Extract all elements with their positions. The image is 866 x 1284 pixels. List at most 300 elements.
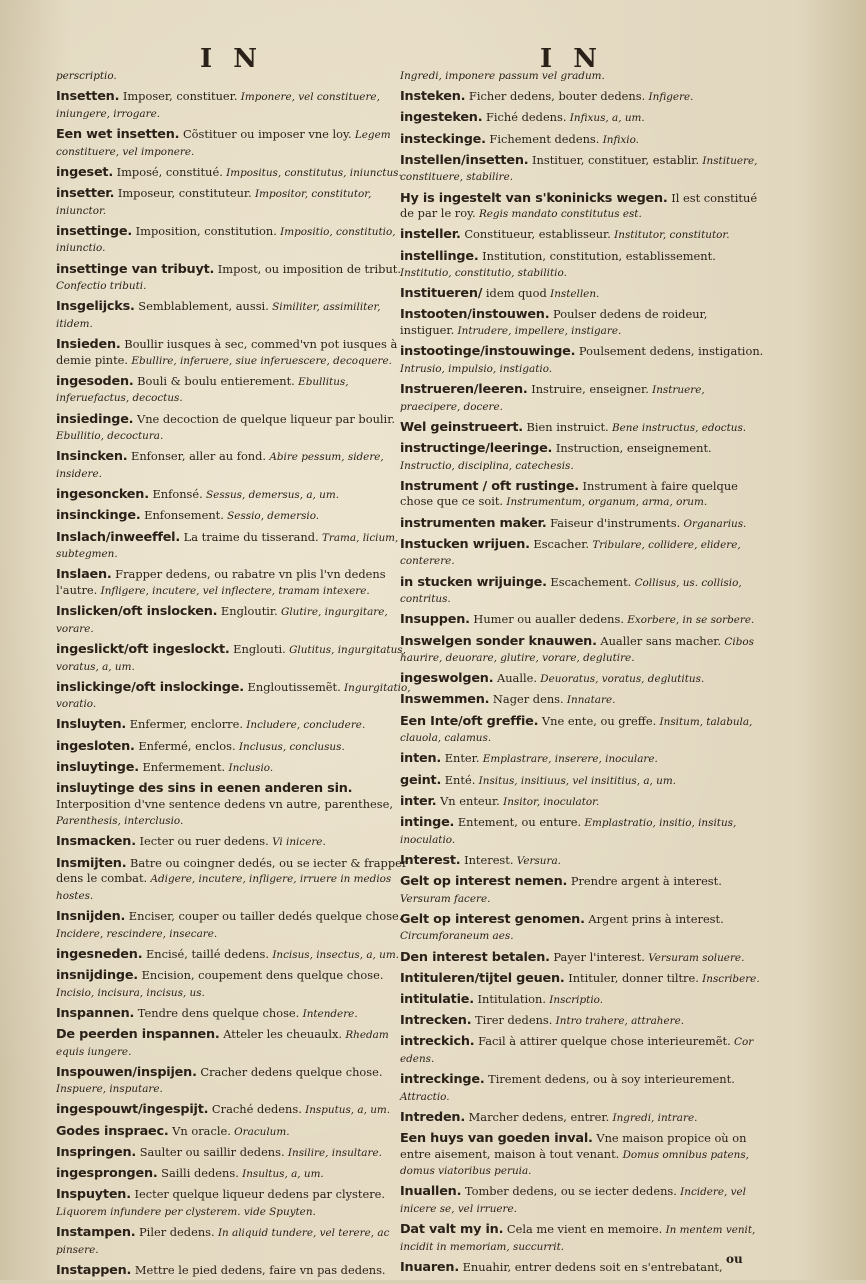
french-gloss: Enfermé, enclos. xyxy=(134,738,236,753)
latin-gloss: Instruere, praecipere, docere. xyxy=(400,384,705,413)
latin-gloss: Impositus, constitutus, iniunctus. xyxy=(222,166,402,179)
dictionary-entry xyxy=(400,912,764,945)
dictionary-entry xyxy=(56,337,412,369)
latin-gloss: Insitus, insitiuus, vel insititius, a, um. xyxy=(475,774,676,787)
latin-gloss: Insultus, a, um. xyxy=(238,1168,324,1181)
latin-gloss: Instructio, disciplina, catechesis. xyxy=(400,459,574,472)
dictionary-entry xyxy=(56,186,412,219)
latin-gloss: Ebullire, inferuere, siue inferuescere, decoquere. xyxy=(128,354,392,367)
latin-gloss: perscriptio. xyxy=(56,70,117,82)
latin-gloss: Sessio, demersio. xyxy=(223,510,320,523)
dictionary-entry xyxy=(56,1145,412,1162)
headword: ingesoden. xyxy=(56,373,134,389)
dictionary-entry xyxy=(400,344,764,377)
dictionary-entry xyxy=(400,441,764,474)
dictionary-entry xyxy=(400,307,764,339)
headword: Dat valt my in. xyxy=(400,1222,504,1238)
dictionary-entry xyxy=(56,1166,412,1183)
latin-gloss: Infixus, a, um. xyxy=(566,112,645,125)
french-gloss: Enté. xyxy=(441,772,476,787)
latin-gloss: Infigere. xyxy=(645,91,694,104)
french-gloss: Humer ou aualler dedens. xyxy=(469,612,624,627)
headword: Godes inspraec. xyxy=(56,1123,169,1139)
headword: intinge. xyxy=(400,815,455,830)
dictionary-entry xyxy=(56,374,412,407)
headword: ingeslickt/oft ingeslockt. xyxy=(56,641,230,657)
latin-gloss: Ebullitio, decoctura. xyxy=(56,430,164,443)
latin-gloss: Institutor, constitutor. xyxy=(610,229,730,242)
dictionary-entry xyxy=(56,834,412,851)
latin-gloss: Insilire, insultare. xyxy=(284,1146,382,1159)
french-gloss: Encisé, taillé dedens. xyxy=(142,946,270,961)
headword: intreckich. xyxy=(400,1034,475,1050)
french-gloss: Enfermer, enclorre. xyxy=(126,717,243,732)
dictionary-entry xyxy=(56,760,412,777)
latin-gloss: Vi inicere. xyxy=(268,836,326,849)
french-gloss: Tirement dedens, ou à soy interieurement. xyxy=(484,1072,735,1087)
french-gloss: Atteler les cheuaulx. xyxy=(219,1026,343,1041)
latin-gloss: Ebullitus, inferuefactus, decoctus. xyxy=(56,375,349,405)
dictionary-entry xyxy=(56,165,412,182)
headword: Hy is ingestelt van s'koninicks wegen. xyxy=(400,190,668,206)
headword: Een Inte/oft greffie. xyxy=(400,713,539,729)
french-gloss: Intituler, donner tiltre. xyxy=(564,970,699,985)
latin-gloss: Abire pessum, sidere, insidere. xyxy=(56,451,384,480)
french-gloss: Nager dens. xyxy=(489,692,564,707)
dictionary-entry xyxy=(56,530,412,563)
latin-gloss: Institutio, constitutio, stabilitio. xyxy=(400,267,567,280)
french-gloss: Tomber dedens, ou se iecter dedens. xyxy=(461,1184,677,1199)
french-gloss: Institution, constitution, establissement. xyxy=(478,248,716,263)
headword: ingesneden. xyxy=(56,946,143,962)
headword: inten. xyxy=(400,751,442,767)
dictionary-entry xyxy=(400,110,764,127)
dictionary-entry xyxy=(56,947,412,964)
headword: Wel geinstrueert. xyxy=(400,419,523,435)
french-gloss: Instruire, enseigner. xyxy=(527,382,649,397)
latin-gloss: Versuram soluere. xyxy=(644,951,745,964)
dictionary-entry xyxy=(400,971,764,988)
headword: ingesteken. xyxy=(400,110,483,126)
dictionary-entry xyxy=(56,642,412,675)
latin-gloss: Inclusio. xyxy=(225,761,274,774)
dictionary-entry xyxy=(400,1260,764,1277)
header-left: I N xyxy=(200,44,263,74)
latin-gloss: Insitum, talabula, clauola, calamus. xyxy=(400,715,753,745)
headword: intreckinge. xyxy=(400,1072,485,1088)
latin-gloss: Deuoratus, voratus, deglutitus. xyxy=(537,673,705,686)
dictionary-entry xyxy=(400,68,764,85)
latin-gloss: Tribulare, collidere, elidere, conterere. xyxy=(400,538,741,568)
headword: Inslicken/oft inslocken. xyxy=(56,604,218,620)
latin-gloss: Intro trahere, attrahere. xyxy=(552,1015,685,1028)
french-gloss: Batre ou coingner dedés, ou se iecter & frapper dens le combat. xyxy=(56,855,408,886)
latin-gloss: Intendere. xyxy=(299,1007,358,1020)
latin-gloss: Innatare. xyxy=(563,694,616,707)
dictionary-entry xyxy=(400,874,764,907)
french-gloss: Iecter quelque liqueur dedens par clystere. xyxy=(130,1187,386,1202)
latin-gloss: Parenthesis, interclusio. xyxy=(56,815,184,828)
latin-gloss: Glutitus, ingurgitatus, voratus, a, um. xyxy=(56,643,406,673)
headword: Insmijten. xyxy=(56,855,127,871)
dictionary-entry xyxy=(56,604,412,637)
latin-gloss: Exorbere, in se sorbere. xyxy=(623,614,755,627)
french-gloss: Vn enteur. xyxy=(436,793,500,808)
latin-gloss: Cibos haurire, deuorare, glutire, vorare, deglutire. xyxy=(400,635,754,665)
headword: Inspouwen/inspijen. xyxy=(56,1064,197,1080)
french-gloss: Imposition, constitution. xyxy=(132,223,277,238)
french-gloss: Instruction, enseignement. xyxy=(552,441,712,455)
left-column xyxy=(56,68,412,1284)
dictionary-entry xyxy=(56,717,412,734)
french-gloss: Imposer, constituer. xyxy=(119,89,238,104)
latin-gloss: Inscriptio. xyxy=(545,993,604,1006)
french-gloss: Imposé, constitué. xyxy=(113,164,223,179)
latin-gloss: Insitor, inoculator. xyxy=(499,795,600,808)
latin-gloss: Emplastrare, inserere, inoculare. xyxy=(479,753,658,766)
latin-gloss: Rhedam equis iungere. xyxy=(56,1028,389,1058)
headword: intitulatie. xyxy=(400,991,474,1007)
latin-gloss: Instituere, constituere, stabilire. xyxy=(400,154,758,184)
headword: instellinge. xyxy=(400,248,479,264)
dictionary-entry xyxy=(400,575,764,608)
headword: in stucken wrijuinge. xyxy=(400,574,547,590)
french-gloss: Poulsement dedens, instigation. xyxy=(575,344,764,359)
french-gloss: Cõstituer ou imposer vne loy. xyxy=(179,126,352,141)
dictionary-entry xyxy=(400,815,764,848)
latin-gloss: Confectio tributi. xyxy=(56,280,147,293)
dictionary-entry xyxy=(400,1013,764,1030)
latin-gloss: Legem constituere, vel imponere. xyxy=(56,128,391,158)
dictionary-entry xyxy=(56,1102,412,1119)
dictionary-entry xyxy=(400,950,764,967)
headword: insnijdinge. xyxy=(56,967,138,983)
headword: Inslaen. xyxy=(56,567,112,583)
french-gloss: Tendre dens quelque chose. xyxy=(134,1005,300,1020)
headword: Een huys van goeden inval. xyxy=(400,1131,593,1147)
headword: instrumenten maker. xyxy=(400,515,547,531)
headword: geint. xyxy=(400,772,442,788)
headword: ingespouwt/ingespijt. xyxy=(56,1102,209,1118)
latin-gloss: Attractio. xyxy=(400,1090,450,1103)
french-gloss: Bouli & boulu entierement. xyxy=(133,373,295,388)
latin-gloss: Organarius. xyxy=(680,517,747,530)
headword: insluytinge des sins in eenen anderen sin. xyxy=(56,781,353,797)
headword: Inuallen. xyxy=(400,1184,462,1200)
latin-gloss: In mentem venit, incidit in memoriam, succurrit. xyxy=(400,1224,756,1253)
latin-gloss: Bene instructus, edoctus. xyxy=(608,421,747,434)
latin-gloss: Infixio. xyxy=(599,133,639,146)
dictionary-entry xyxy=(400,1131,764,1180)
french-gloss: Iecter ou ruer dedens. xyxy=(135,834,269,849)
french-gloss: Vn oracle. xyxy=(168,1123,231,1138)
dictionary-entry xyxy=(400,249,764,282)
french-gloss: Marcher dedens, entrer. xyxy=(465,1109,610,1124)
latin-gloss: Emplastratio, insitio, insitus, inoculatio. xyxy=(400,817,737,846)
headword: Instrument / oft rustinge. xyxy=(400,478,579,494)
french-gloss: Imposeur, constituteur. xyxy=(114,185,252,200)
dictionary-entry xyxy=(400,853,764,870)
french-gloss: Frapper dedens, ou rabatre vn plis l'vn dedens l'autre. xyxy=(56,567,386,597)
dictionary-entry xyxy=(56,567,412,599)
latin-gloss: Similiter, assimiliter, itidem. xyxy=(56,301,381,330)
dictionary-entry xyxy=(400,1184,764,1217)
french-gloss: Fichement dedens. xyxy=(485,131,600,146)
latin-gloss: Oraculum. xyxy=(230,1125,290,1138)
french-gloss: Cracher dedens quelque chose. xyxy=(196,1064,383,1079)
headword: Inswelgen sonder knauwen. xyxy=(400,633,597,649)
french-gloss: Escacher. xyxy=(529,536,590,551)
french-gloss: Bien instruict. xyxy=(522,419,609,434)
french-gloss: Poulser dedens de roideur, instiguer. xyxy=(400,307,708,338)
dictionary-entry xyxy=(400,992,764,1009)
headword: Gelt op interest genomen. xyxy=(400,911,585,927)
headword: Insincken. xyxy=(56,449,128,465)
french-gloss: Sailli dedens. xyxy=(157,1166,239,1181)
french-gloss: Enfonsement. xyxy=(140,508,224,523)
headword: inter. xyxy=(400,793,437,809)
dictionary-entry xyxy=(400,516,764,533)
french-gloss: Mettre le pied dedens, faire vn pas dedens. xyxy=(131,1262,386,1277)
latin-gloss: Incidere, rescindere, insecare. xyxy=(56,927,218,940)
latin-gloss: Sessus, demersus, a, um. xyxy=(202,489,339,502)
headword: Interest. xyxy=(400,852,461,868)
dictionary-entry xyxy=(56,412,412,445)
dictionary-entry xyxy=(400,132,764,149)
dictionary-entry xyxy=(400,89,764,106)
headword: ingesprongen. xyxy=(56,1166,158,1182)
latin-gloss: Glutire, ingurgitare, vorare. xyxy=(56,606,388,635)
french-gloss: Enciser, couper ou tailler dedés quelque chose. xyxy=(125,908,403,923)
latin-gloss: Cor edens. xyxy=(400,1036,754,1065)
dictionary-entry xyxy=(400,612,764,629)
header-right: I N xyxy=(540,44,603,74)
french-gloss: Vne decoction de quelque liqueur par boulir. xyxy=(133,411,396,426)
headword: insteckinge. xyxy=(400,131,486,147)
french-gloss: Vne maison propice où on entre aisement, maison à tout venant. xyxy=(400,1131,747,1161)
latin-gloss: Incidere, vel inicere se, vel irruere. xyxy=(400,1186,746,1215)
headword: ingeset. xyxy=(56,164,114,180)
dictionary-entry xyxy=(56,856,412,905)
headword: insteller. xyxy=(400,227,461,243)
headword: Instellen/insetten. xyxy=(400,152,529,168)
headword: insetter. xyxy=(56,185,115,201)
dictionary-entry xyxy=(56,1225,412,1258)
headword: Insieden. xyxy=(56,337,121,353)
latin-gloss: Inspuere, insputare. xyxy=(56,1083,163,1096)
headword: instructinge/leeringe. xyxy=(400,441,553,456)
latin-gloss: Circumforaneum aes. xyxy=(400,930,514,943)
headword: insinckinge. xyxy=(56,508,141,524)
dictionary-entry xyxy=(400,153,764,186)
latin-gloss: Imponere, vel constituere, iniungere, irrogare. xyxy=(56,91,380,120)
headword: Inspannen. xyxy=(56,1005,135,1021)
french-gloss: Instrument à faire quelque chose que ce soit. xyxy=(400,478,738,509)
latin-gloss: Inclusus, conclusus. xyxy=(235,740,345,753)
dictionary-entry xyxy=(56,262,412,295)
dictionary-entry xyxy=(56,449,412,482)
dictionary-entry xyxy=(400,1110,764,1127)
french-gloss: Piler dedens. xyxy=(135,1225,215,1239)
dictionary-entry xyxy=(400,773,764,790)
latin-gloss: Trama, licium, subtegmen. xyxy=(56,531,399,561)
dictionary-entry xyxy=(400,1034,764,1067)
latin-gloss: Impositor, constitutor, iniunctor. xyxy=(56,187,372,217)
dictionary-entry xyxy=(56,739,412,756)
french-gloss: Interposition d'vne sentence dedens vn autre, parenthese, xyxy=(56,796,394,811)
french-gloss: Escachement. xyxy=(546,574,632,589)
dictionary-entry xyxy=(400,479,764,511)
latin-gloss: Ingredi, intrare. xyxy=(609,1111,698,1124)
french-gloss: Vne ente, ou greffe. xyxy=(538,713,657,728)
dictionary-entry xyxy=(400,692,764,709)
dictionary-entry xyxy=(400,227,764,244)
dictionary-entry xyxy=(56,224,412,257)
latin-gloss: Adigere, incutere, infligere, irruere in medios hostes. xyxy=(56,873,392,902)
headword: Gelt op interest nemen. xyxy=(400,873,568,889)
headword: Intreden. xyxy=(400,1109,465,1125)
french-gloss: Impost, ou imposition de tribut. xyxy=(214,261,401,276)
latin-gloss: Ingredi, imponere passum vel gradum. xyxy=(400,70,605,82)
dictionary-entry xyxy=(400,751,764,768)
headword: Insetten. xyxy=(56,89,120,105)
french-gloss: Payer l'interest. xyxy=(549,949,645,964)
french-gloss: Encision, coupement dens quelque chose. xyxy=(137,967,384,982)
dictionary-entry xyxy=(56,680,412,713)
dictionary-entry xyxy=(56,508,412,525)
french-gloss: La traime du tisserand. xyxy=(180,529,319,544)
latin-gloss: Versuram facere. xyxy=(400,892,491,905)
french-gloss: Saulter ou saillir dedens. xyxy=(136,1144,285,1159)
dictionary-entry xyxy=(56,127,412,160)
latin-gloss: Incisio, incisura, incisus, us. xyxy=(56,986,205,999)
headword: Intituleren/tijtel geuen. xyxy=(400,970,565,986)
headword: ingeswolgen. xyxy=(400,671,494,687)
headword: inslickinge/oft inslockinge. xyxy=(56,679,244,695)
french-gloss: Prendre argent à interest. xyxy=(567,873,722,888)
french-gloss: Enter. xyxy=(441,751,480,766)
latin-gloss: Collisus, us. collisio, contritus. xyxy=(400,576,742,606)
french-gloss: Boullir iusques à sec, commed'vn pot iusques à demie pinte. xyxy=(56,337,398,367)
dictionary-entry xyxy=(56,1263,412,1280)
dictionary-entry xyxy=(56,1065,412,1098)
dictionary-entry xyxy=(400,714,764,747)
headword: insiedinge. xyxy=(56,411,134,427)
headword: ingesloten. xyxy=(56,738,135,754)
headword: Insuppen. xyxy=(400,612,470,628)
latin-gloss: Includere, concludere. xyxy=(242,719,366,732)
dictionary-entry xyxy=(56,299,412,332)
headword: instootinge/instouwinge. xyxy=(400,344,576,360)
headword: Intrecken. xyxy=(400,1013,472,1029)
right-column xyxy=(400,68,764,1281)
headword: Inspringen. xyxy=(56,1144,137,1160)
dictionary-entry xyxy=(56,1027,412,1060)
headword: Inslach/inweeffel. xyxy=(56,529,181,545)
dictionary-entry xyxy=(400,382,764,415)
latin-gloss: Incisus, insectus, a, um. xyxy=(269,948,399,961)
dictionary-entry xyxy=(56,909,412,942)
french-gloss: Enfermement. xyxy=(138,759,226,774)
dictionary-entry xyxy=(400,634,764,667)
french-gloss: Il est constitué de par le roy. xyxy=(400,190,758,221)
french-gloss: Argent prins à interest. xyxy=(584,911,724,926)
french-gloss: Entement, ou enture. xyxy=(454,815,582,829)
french-gloss: Tirer dedens. xyxy=(471,1013,553,1028)
dictionary-entry xyxy=(400,1072,764,1105)
latin-gloss: Intrusio, impulsio, instigatio. xyxy=(400,362,553,375)
french-gloss: Facil à attirer quelque chose interieuremẽt. xyxy=(474,1034,731,1049)
headword: Institueren/ xyxy=(400,286,483,302)
french-gloss: Constitueur, establisseur. xyxy=(460,227,611,242)
french-gloss: Englouti. xyxy=(229,641,286,656)
dictionary-entry xyxy=(400,537,764,570)
headword: Insgelijcks. xyxy=(56,299,135,315)
dictionary-entry xyxy=(400,191,764,223)
headword: Een wet insetten. xyxy=(56,126,180,142)
latin-gloss: Intrudere, impellere, instigare. xyxy=(454,325,622,338)
dictionary-entry xyxy=(400,1222,764,1255)
dictionary-entry xyxy=(400,794,764,811)
french-gloss: Engloutir. xyxy=(217,604,278,619)
latin-gloss: Insputus, a, um. xyxy=(301,1104,391,1117)
french-gloss: Aualle. xyxy=(493,671,537,686)
french-gloss: Enuahir, entrer dedens soit en s'entrebatant, xyxy=(458,1259,723,1274)
dictionary-entry xyxy=(400,420,764,437)
dictionary-entry xyxy=(56,89,412,122)
latin-gloss: Infligere, incutere, vel inflectere, tramam intexere. xyxy=(97,584,370,597)
dictionary-entry xyxy=(56,1187,412,1220)
headword: insettinge van tribuyt. xyxy=(56,261,215,277)
dictionary-entry xyxy=(56,487,412,504)
headword: Insteken. xyxy=(400,89,466,105)
latin-gloss: Versura. xyxy=(513,854,561,867)
headword: De peerden inspannen. xyxy=(56,1026,220,1042)
dictionary-entry xyxy=(56,968,412,1001)
dictionary-entry xyxy=(56,1124,412,1141)
french-gloss: Interest. xyxy=(460,852,514,867)
dictionary-entry xyxy=(400,286,764,303)
headword: Instooten/instouwen. xyxy=(400,307,550,323)
headword: Den interest betalen. xyxy=(400,949,550,965)
latin-gloss: Instrumentum, organum, arma, orum. xyxy=(503,496,708,509)
dictionary-entry xyxy=(400,671,764,688)
dictionary-entry xyxy=(56,68,412,85)
latin-gloss: Inscribere. xyxy=(698,972,760,985)
dictionary-entry xyxy=(56,781,412,830)
latin-gloss: Regis mandato constitutus est. xyxy=(475,208,642,221)
dictionary-entry xyxy=(56,1006,412,1023)
latin-gloss: Domus omnibus patens, domus viatoribus peruia. xyxy=(400,1148,749,1178)
french-gloss: Fiché dedens. xyxy=(482,110,567,125)
headword: ingesoncken. xyxy=(56,487,149,503)
headword: Insnijden. xyxy=(56,908,126,924)
french-gloss: Enfonsé. xyxy=(148,487,203,502)
headword: Inswemmen. xyxy=(400,692,490,708)
headword: Instrueren/leeren. xyxy=(400,382,528,398)
french-gloss: Semblablement, aussi. xyxy=(134,299,269,314)
french-gloss: Craché dedens. xyxy=(208,1102,302,1117)
headword: Instappen. xyxy=(56,1262,132,1278)
latin-gloss: Liquorem infundere per clysterem. vide Spuyten. xyxy=(56,1205,316,1218)
headword: Inspuyten. xyxy=(56,1187,131,1203)
french-gloss: Ficher dedens, bouter dedens. xyxy=(465,89,646,104)
latin-gloss: Ingurgitatio, voratio. xyxy=(56,681,411,711)
french-gloss: Engloutissemẽt. xyxy=(243,679,341,694)
french-gloss: idem quod xyxy=(482,286,547,301)
headword: Instampen. xyxy=(56,1225,136,1240)
french-gloss: Faiseur d'instruments. xyxy=(546,515,681,530)
